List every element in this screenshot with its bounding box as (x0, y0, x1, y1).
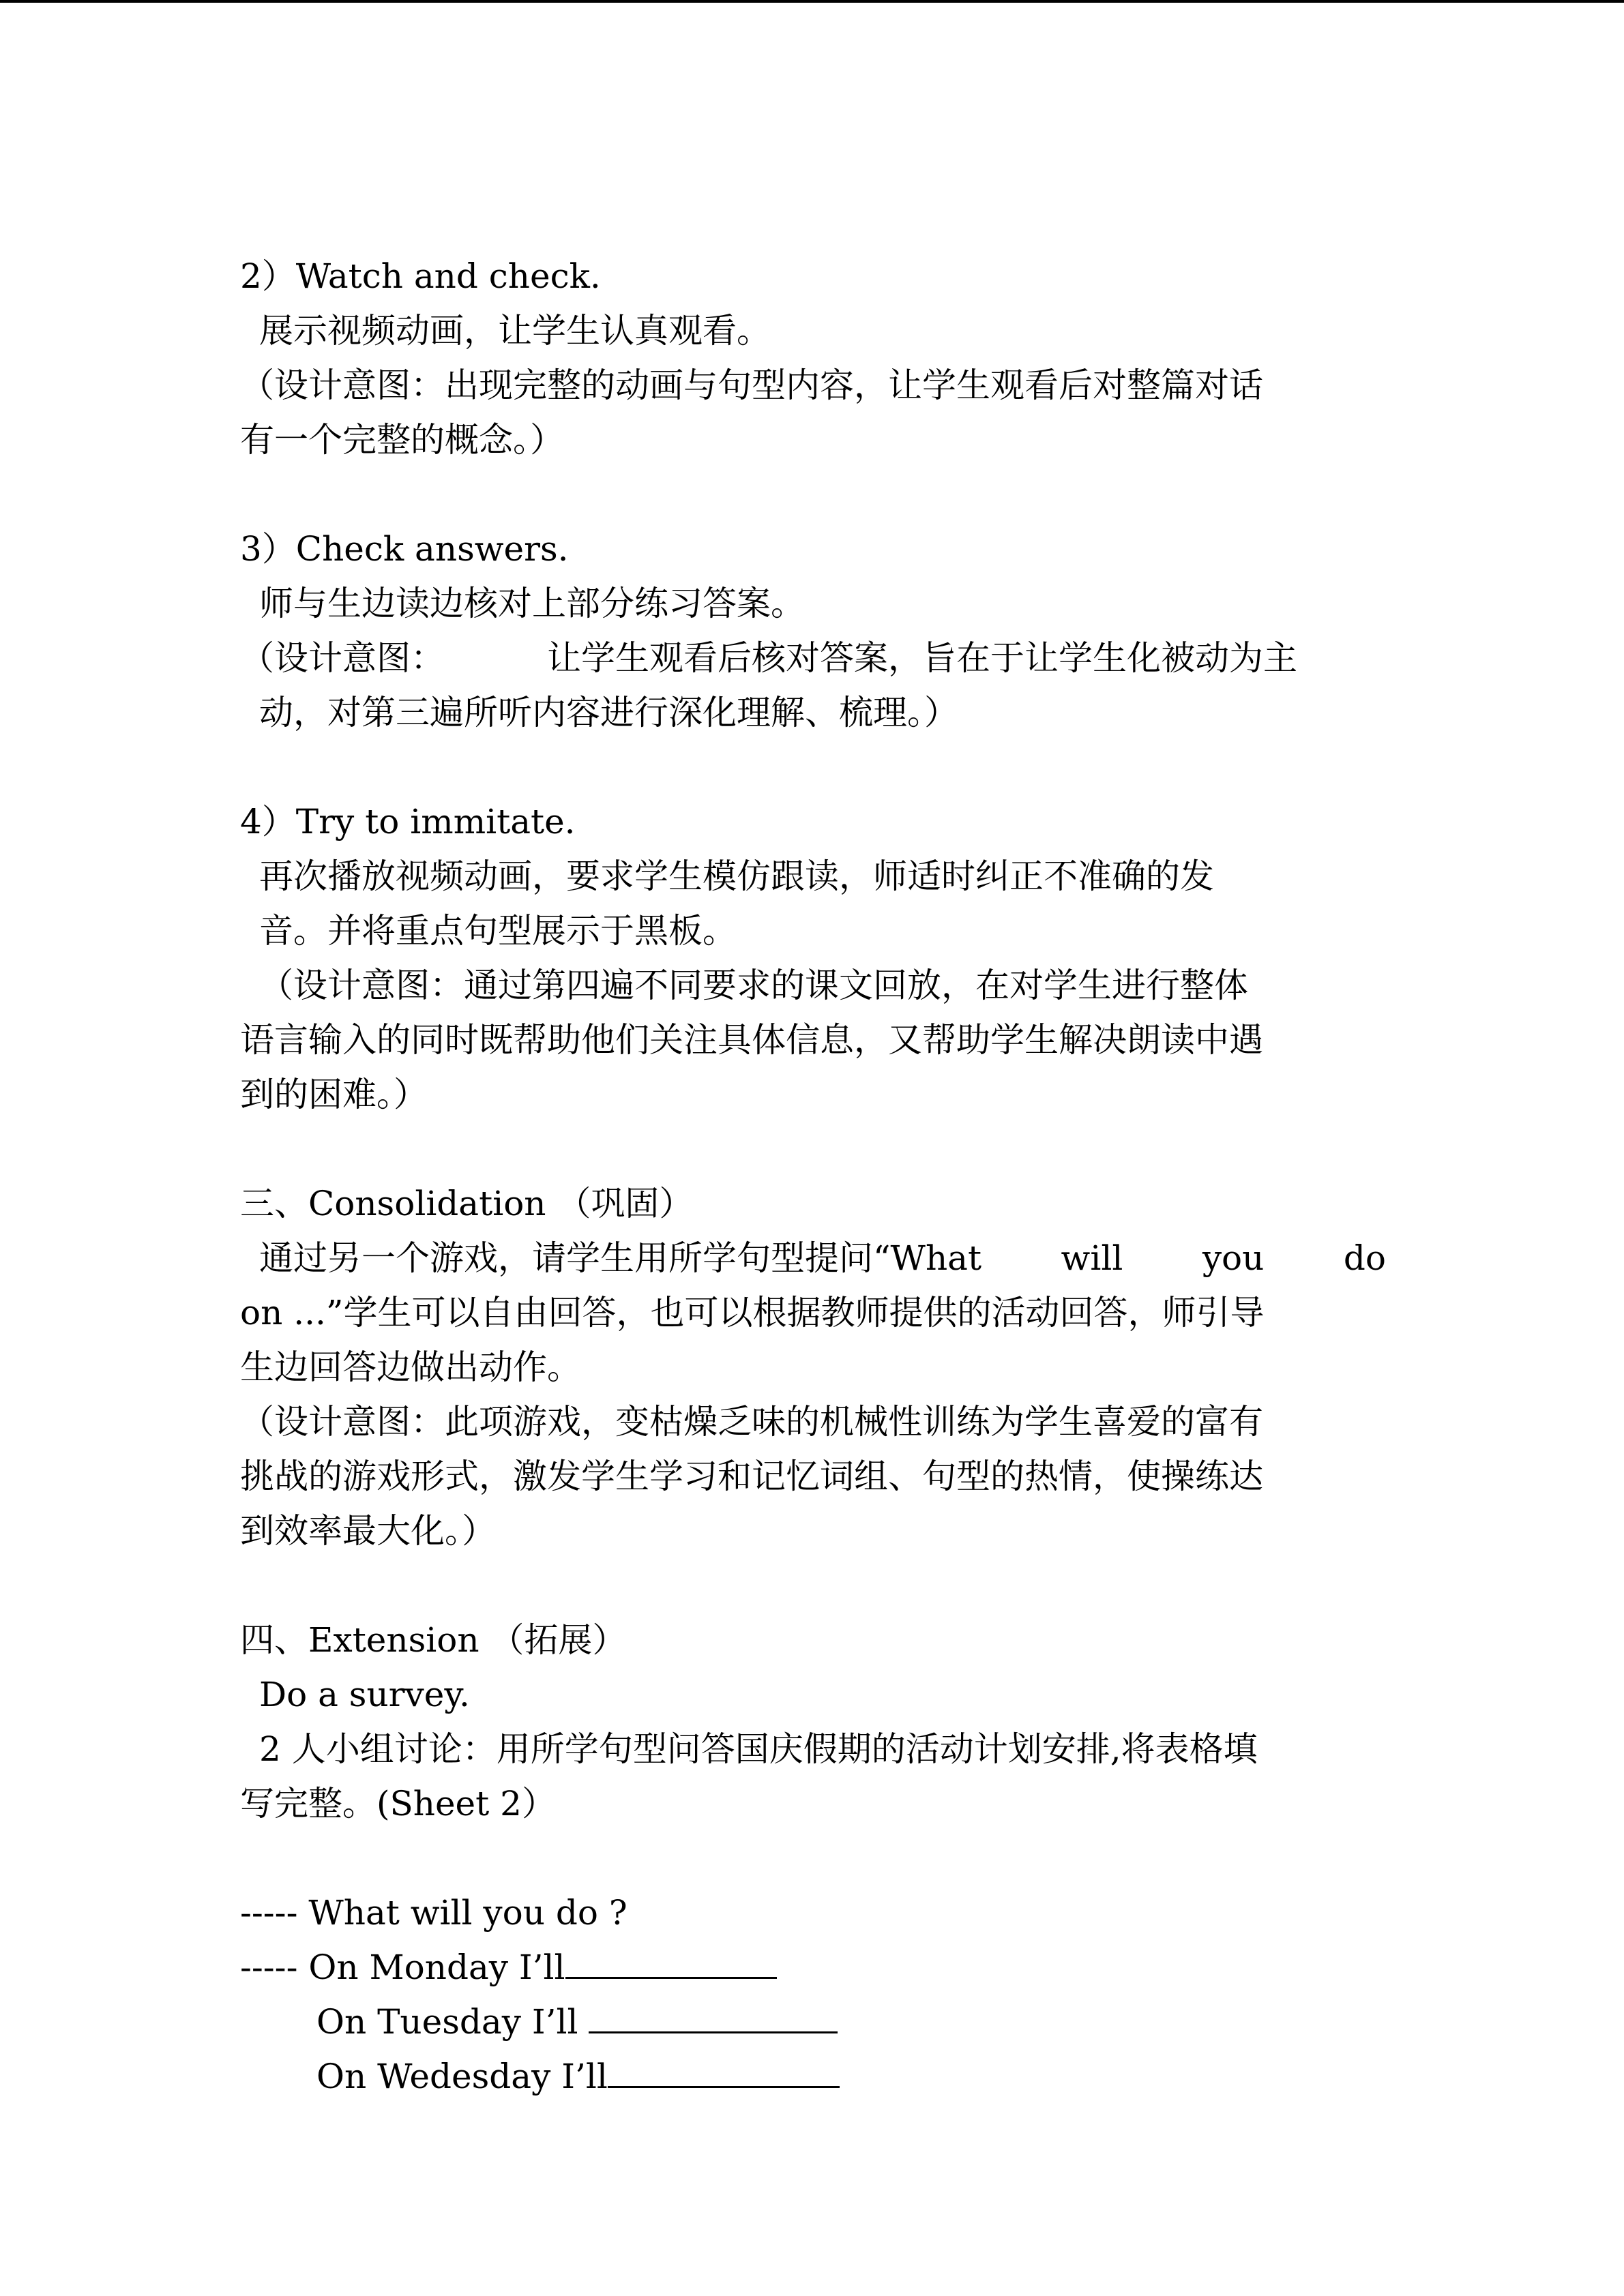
answer-blank-line (608, 2059, 840, 2088)
intent-prefix: （设计意图： (240, 638, 445, 678)
step-2-intent-line-2: 有一个完整的概念。） (240, 420, 564, 460)
dialog-answer-text: On Wedesday I’ll (316, 2057, 608, 2096)
step-2-action: 展示视频动画，让学生认真观看。 (259, 311, 771, 351)
consolidation-intent-line-2: 挑战的游戏形式，激发学生学习和记忆词组、句型的热情，使操练达 (240, 1457, 1263, 1496)
extension-instruction-line-2: 写完整。(Sheet 2） (240, 1784, 556, 1823)
page-top-border (0, 0, 1624, 3)
step-4-action-line-2: 音。并将重点句型展示于黑板。 (259, 911, 737, 951)
step-4-heading: 4）Try to immitate. (240, 802, 576, 841)
dialog-answer-wednesday (240, 2049, 1386, 2104)
dialog-answer-text: On Tuesday I’ll (316, 2002, 589, 2042)
extension-task: Do a survey. (259, 1675, 470, 1714)
answer-blank-line (565, 1950, 777, 1979)
step-4-intent-line-3: 到的困难。） (240, 1075, 428, 1114)
step-2-heading: 2）Watch and check. (240, 256, 601, 296)
answer-blank-line (589, 2004, 838, 2033)
step-4-intent-line-1: （设计意图：通过第四遍不同要求的课文回放，在对学生进行整体 (259, 966, 1248, 1005)
consolidation-intent-line-1: （设计意图：此项游戏，变枯燥乏味的机械性训练为学生喜爱的富有 (240, 1402, 1263, 1442)
step-3-intent-line-1 (240, 631, 1386, 685)
spacer (240, 1831, 1386, 1885)
step-3-intent-line-2: 动，对第三遍所听内容进行深化理解、梳理。） (259, 693, 958, 732)
spacer (240, 467, 1386, 522)
intent-text: 让学生观看后核对答案，旨在于让学生化被动为主 (547, 638, 1297, 678)
dialog-answer-tuesday (240, 1995, 1386, 2049)
document-body (240, 249, 1386, 2104)
consolidation-intent-line-3: 到效率最大化。） (240, 1511, 496, 1551)
consolidation-para-line-1 (240, 1231, 1386, 1285)
spacer (240, 740, 1386, 794)
extension-heading: 四、Extension （拓展） (240, 1620, 627, 1660)
step-2-intent-line-1: （设计意图：出现完整的动画与句型内容，让学生观看后对整篇对话 (240, 366, 1263, 405)
dialog-question: ----- What will you do ? (240, 1893, 628, 1933)
consolidation-heading: 三、Consolidation （巩固） (240, 1184, 694, 1223)
step-4-action-line-1: 再次播放视频动画，要求学生模仿跟读，师适时纠正不准确的发 (259, 856, 1214, 896)
consolidation-para-line-3: 生边回答边做出动作。 (240, 1347, 581, 1387)
spacer (240, 1122, 1386, 1176)
word: do (1343, 1238, 1386, 1278)
word: you (1202, 1238, 1265, 1278)
step-4-intent-line-2: 语言输入的同时既帮助他们关注具体信息，又帮助学生解决朗读中遇 (240, 1020, 1263, 1060)
extension-instruction-line-1: 2 人小组讨论：用所学句型问答国庆假期的活动计划安排,将表格填 (259, 1729, 1258, 1769)
dialog-answer-text: ----- On Monday I’ll (240, 1948, 565, 1987)
word: will (1061, 1238, 1123, 1278)
word: 通过另一个游戏，请学生用所学句型提问“What (259, 1238, 982, 1278)
dialog-answer-monday (240, 1940, 1386, 1995)
step-3-action: 师与生边读边核对上部分练习答案。 (259, 584, 805, 623)
spacer (240, 1558, 1386, 1613)
consolidation-para-line-2: on ...”学生可以自由回答，也可以根据教师提供的活动回答，师引导 (240, 1293, 1265, 1332)
step-3-heading: 3）Check answers. (240, 529, 569, 569)
